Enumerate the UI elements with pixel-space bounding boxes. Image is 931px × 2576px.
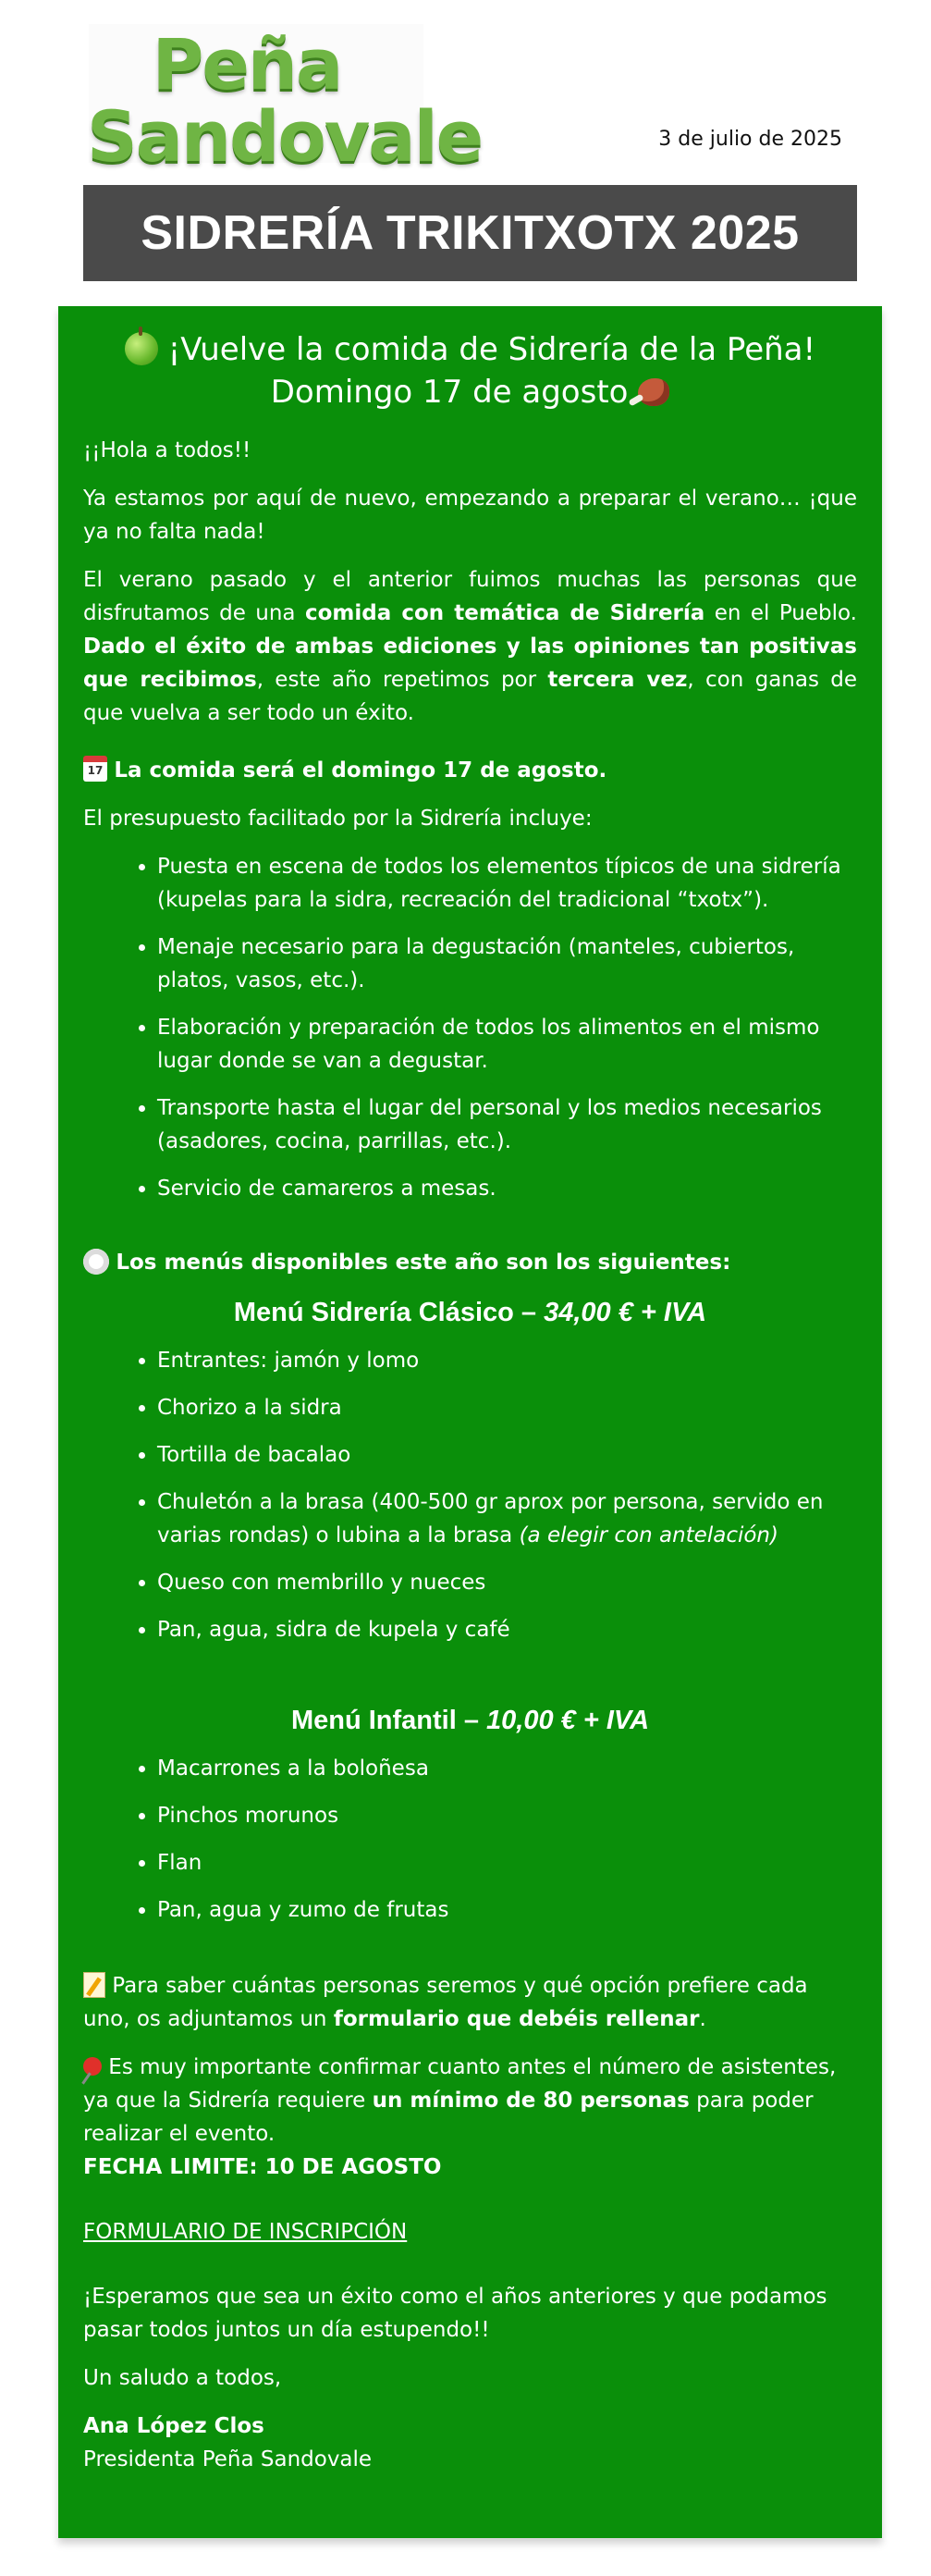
intro-paragraph-1: Ya estamos por aquí de nuevo, empezando a preparar el verano… ¡que ya no falta nada! xyxy=(83,487,857,544)
list-item: • Entrantes: jamón y lomo xyxy=(157,1344,857,1377)
text-run: en el Pueblo. xyxy=(704,601,857,625)
menu-classic-price: 34,00 € + IVA xyxy=(544,1298,707,1327)
budget-list xyxy=(83,850,857,1205)
event-date-line xyxy=(83,754,857,787)
headline xyxy=(83,328,857,413)
menus-intro-line xyxy=(83,1246,857,1279)
list-item: • Queso con membrillo y nueces xyxy=(157,1566,857,1599)
menu-kids-title xyxy=(83,1702,857,1739)
list-item: • Pan, agua y zumo de frutas xyxy=(157,1893,857,1927)
fork-knife-plate-icon xyxy=(83,1249,109,1275)
list-item: • Chorizo a la sidra xyxy=(157,1391,857,1424)
list-item: • Menaje necesario para la degustación (manteles, cubiertos, platos, vasos, etc.). xyxy=(157,931,857,997)
menu-classic-name: Menú Sidrería Clásico – xyxy=(233,1298,545,1327)
signature-role: Presidenta Peña Sandovale xyxy=(83,2447,373,2471)
list-item: • Flan xyxy=(157,1846,857,1880)
newsletter-content xyxy=(83,328,857,2491)
pena-sandovale-logo xyxy=(87,23,483,178)
list-item: • Elaboración y preparación de todos los alimentos en el mismo lugar donde se van a degustar. xyxy=(157,1011,857,1078)
event-date-text: La comida será el domingo 17 de agosto. xyxy=(114,758,607,783)
menu-classic-title xyxy=(83,1294,857,1331)
text-run: , con ganas de que vuelva a ser todo un éxito. xyxy=(83,668,857,725)
farewell-text: Un saludo a todos, xyxy=(83,2366,282,2390)
title-banner xyxy=(83,185,857,281)
list-item: • Pinchos morunos xyxy=(157,1799,857,1832)
list-item: • Tortilla de bacalao xyxy=(157,1438,857,1472)
budget-intro: El presupuesto facilitado por la Sidrería incluye: xyxy=(83,807,593,831)
text-run: El verano pasado y el anterior fuimos muchas las personas que disfrutamos de una xyxy=(83,568,857,625)
newsletter-panel xyxy=(58,306,882,2538)
menus-intro: Los menús disponibles este año son los siguientes: xyxy=(116,1251,731,1275)
signature xyxy=(83,2410,857,2476)
text-run: . xyxy=(699,2007,706,2031)
deadline-text: FECHA LIMITE: 10 DE AGOSTO xyxy=(83,2155,442,2179)
logo-line-2: Sandovale xyxy=(87,95,483,178)
closing-text: ¡Esperamos que sea un éxito como el años anteriores y que podamos pasar todos juntos un día estupendo!! xyxy=(83,2285,827,2342)
form-note xyxy=(83,1969,857,2036)
banner-title: SIDRERÍA TRIKITXOTX 2025 xyxy=(141,206,800,260)
list-item: • Puesta en escena de todos los elementos típicos de una sidrería (kupelas para la sidra, recreación del tradicional “txotx”). xyxy=(157,850,857,917)
text-run-bold: un mínimo de 80 personas xyxy=(372,2089,690,2113)
menu-kids-name: Menú Infantil – xyxy=(290,1706,487,1735)
text-run: Para saber cuántas personas seremos y qué opción prefiere cada uno, os adjuntamos un xyxy=(83,1974,808,2031)
headline-line-2: Domingo 17 de agosto xyxy=(270,374,629,411)
green-apple-icon xyxy=(125,332,158,365)
list-item: • Servicio de camareros a mesas. xyxy=(157,1172,857,1205)
pushpin-icon xyxy=(83,2057,102,2076)
text-run-bold: comida con temática de Sidrería xyxy=(304,601,705,625)
signature-name: Ana López Clos xyxy=(83,2414,264,2438)
menu-classic-list xyxy=(83,1344,857,1646)
list-item: • Macarrones a la boloñesa xyxy=(157,1752,857,1785)
intro-paragraph-2 xyxy=(83,563,857,730)
text-run: Chuletón a la brasa (400-500 gr aprox por persona, servido en varias rondas) o lubina a la brasa xyxy=(157,1490,824,1547)
text-run-bold: tercera vez xyxy=(547,668,688,692)
text-run: para poder realizar el evento. xyxy=(83,2089,814,2146)
headline-line-1: ¡Vuelve la comida de Sidrería de la Peña! xyxy=(167,331,816,368)
logo-line-1: Peña xyxy=(152,23,342,105)
text-run: Es muy importante confirmar cuanto antes el número de asistentes, ya que la Sidrería requiere xyxy=(83,2055,837,2113)
text-run-bold: Dado el éxito de ambas ediciones y las opiniones tan positivas que recibimos xyxy=(83,635,857,692)
registration-form-link[interactable]: FORMULARIO DE INSCRIPCIÓN xyxy=(83,2220,408,2244)
menu-kids-list xyxy=(83,1752,857,1927)
form-link-line xyxy=(83,2215,857,2249)
text-run: , este año repetimos por xyxy=(256,668,548,692)
list-item: • Pan, agua, sidra de kupela y café xyxy=(157,1613,857,1646)
text-run-italic: (a elegir con antelación) xyxy=(519,1523,778,1547)
confirm-note xyxy=(83,2051,857,2184)
calendar-icon xyxy=(83,756,107,782)
issue-date: 3 de julio de 2025 xyxy=(658,128,842,151)
greeting: ¡¡Hola a todos!! xyxy=(83,438,251,462)
list-item xyxy=(157,1485,857,1552)
text-run-bold: formulario que debéis rellenar xyxy=(333,2007,700,2031)
memo-icon xyxy=(83,1972,105,1998)
list-item: • Transporte hasta el lugar del personal y los medios necesarios (asadores, cocina, parrillas, etc.). xyxy=(157,1091,857,1158)
menu-kids-price: 10,00 € + IVA xyxy=(486,1706,650,1735)
meat-on-bone-icon xyxy=(638,378,669,406)
